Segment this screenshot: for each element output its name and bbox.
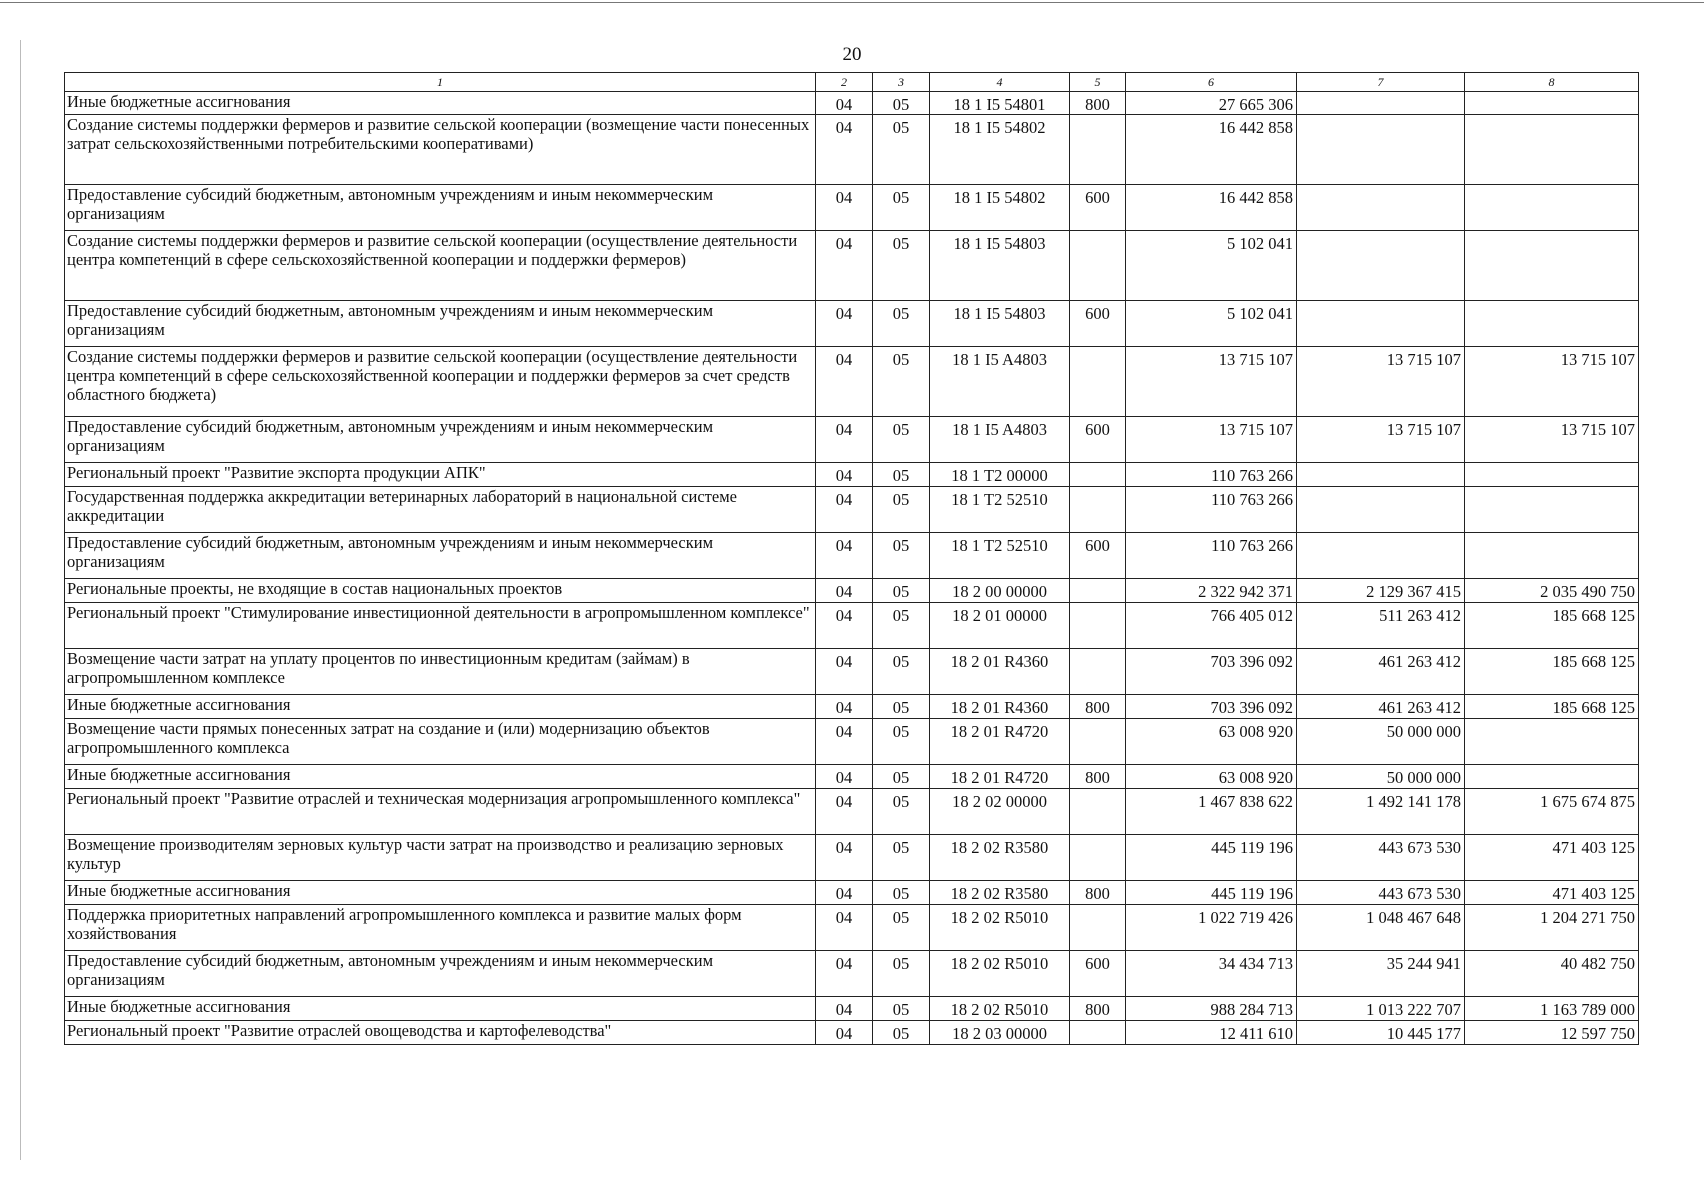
target-article-code: 18 2 02 R3580 <box>930 835 1070 881</box>
amount-col6: 5 102 041 <box>1126 231 1297 301</box>
subsection-code: 05 <box>873 533 930 579</box>
amount-col8 <box>1465 463 1639 487</box>
target-article-code: 18 1 I5 A4803 <box>930 417 1070 463</box>
amount-col7: 511 263 412 <box>1297 603 1465 649</box>
row-name: Создание системы поддержки фермеров и развитие сельской кооперации (возмещение части понесенных затрат сельскохозяйственными потребительскими кооперативами) <box>65 115 816 185</box>
target-article-code: 18 2 03 00000 <box>930 1021 1070 1045</box>
row-name: Предоставление субсидий бюджетным, автономным учреждениям и иным некоммерческим организациям <box>65 533 816 579</box>
row-name: Иные бюджетные ассигнования <box>65 997 816 1021</box>
row-name: Региональные проекты, не входящие в состав национальных проектов <box>65 579 816 603</box>
amount-col8 <box>1465 115 1639 185</box>
expense-type-code: 600 <box>1070 185 1126 231</box>
target-article-code: 18 2 01 R4720 <box>930 719 1070 765</box>
amount-col7 <box>1297 533 1465 579</box>
subsection-code: 05 <box>873 487 930 533</box>
subsection-code: 05 <box>873 789 930 835</box>
amount-col7 <box>1297 301 1465 347</box>
amount-col6: 445 119 196 <box>1126 881 1297 905</box>
table-row <box>65 1021 1639 1045</box>
amount-col7 <box>1297 92 1465 115</box>
row-name: Предоставление субсидий бюджетным, автономным учреждениям и иным некоммерческим организациям <box>65 185 816 231</box>
section-code: 04 <box>816 649 873 695</box>
column-number: 4 <box>930 73 1070 92</box>
expense-type-code <box>1070 579 1126 603</box>
subsection-code: 05 <box>873 603 930 649</box>
subsection-code: 05 <box>873 347 930 417</box>
target-article-code: 18 1 I5 54803 <box>930 231 1070 301</box>
target-article-code: 18 2 02 R5010 <box>930 951 1070 997</box>
subsection-code: 05 <box>873 997 930 1021</box>
expense-type-code <box>1070 905 1126 951</box>
amount-col7 <box>1297 487 1465 533</box>
amount-col6: 1 467 838 622 <box>1126 789 1297 835</box>
expense-type-code: 600 <box>1070 951 1126 997</box>
target-article-code: 18 2 00 00000 <box>930 579 1070 603</box>
amount-col6: 12 411 610 <box>1126 1021 1297 1045</box>
row-name: Создание системы поддержки фермеров и развитие сельской кооперации (осуществление деятельности центра компетенций в сфере сельскохозяйственной кооперации и поддержки фермеров) <box>65 231 816 301</box>
row-name: Иные бюджетные ассигнования <box>65 92 816 115</box>
amount-col7 <box>1297 185 1465 231</box>
table-row <box>65 881 1639 905</box>
table-row <box>65 905 1639 951</box>
target-article-code: 18 1 I5 A4803 <box>930 347 1070 417</box>
expense-type-code <box>1070 231 1126 301</box>
table-row <box>65 115 1639 185</box>
target-article-code: 18 2 02 R5010 <box>930 905 1070 951</box>
amount-col6: 110 763 266 <box>1126 533 1297 579</box>
amount-col6: 63 008 920 <box>1126 765 1297 789</box>
page-number: 20 <box>842 44 862 65</box>
row-name: Возмещение производителям зерновых культур части затрат на производство и реализацию зерновых культур <box>65 835 816 881</box>
amount-col8: 1 204 271 750 <box>1465 905 1639 951</box>
subsection-code: 05 <box>873 579 930 603</box>
table-row <box>65 765 1639 789</box>
section-code: 04 <box>816 579 873 603</box>
amount-col8: 471 403 125 <box>1465 881 1639 905</box>
subsection-code: 05 <box>873 463 930 487</box>
subsection-code: 05 <box>873 905 930 951</box>
expense-type-code <box>1070 603 1126 649</box>
expense-type-code <box>1070 835 1126 881</box>
row-name: Региональный проект "Развитие экспорта продукции АПК" <box>65 463 816 487</box>
column-number: 7 <box>1297 73 1465 92</box>
amount-col6: 703 396 092 <box>1126 649 1297 695</box>
expense-type-code: 800 <box>1070 765 1126 789</box>
row-name: Региональный проект "Развитие отраслей и техническая модернизация агропромышленного комплекса" <box>65 789 816 835</box>
amount-col8: 471 403 125 <box>1465 835 1639 881</box>
row-name: Создание системы поддержки фермеров и развитие сельской кооперации (осуществление деятельности центра компетенций в сфере сельскохозяйственной кооперации и поддержки фермеров за счет средств областного бюджета) <box>65 347 816 417</box>
section-code: 04 <box>816 881 873 905</box>
amount-col7 <box>1297 115 1465 185</box>
amount-col8 <box>1465 765 1639 789</box>
column-number-row <box>65 73 1639 92</box>
subsection-code: 05 <box>873 1021 930 1045</box>
amount-col7: 1 048 467 648 <box>1297 905 1465 951</box>
table-row <box>65 579 1639 603</box>
table-row <box>65 695 1639 719</box>
row-name: Предоставление субсидий бюджетным, автономным учреждениям и иным некоммерческим организациям <box>65 301 816 347</box>
amount-col7 <box>1297 463 1465 487</box>
subsection-code: 05 <box>873 695 930 719</box>
target-article-code: 18 1 T2 00000 <box>930 463 1070 487</box>
section-code: 04 <box>816 533 873 579</box>
table-row <box>65 185 1639 231</box>
amount-col7: 10 445 177 <box>1297 1021 1465 1045</box>
expense-type-code: 800 <box>1070 997 1126 1021</box>
amount-col6: 110 763 266 <box>1126 463 1297 487</box>
subsection-code: 05 <box>873 765 930 789</box>
amount-col8 <box>1465 185 1639 231</box>
table-row <box>65 789 1639 835</box>
target-article-code: 18 1 I5 54802 <box>930 185 1070 231</box>
amount-col7: 443 673 530 <box>1297 835 1465 881</box>
row-name: Возмещение части прямых понесенных затрат на создание и (или) модернизацию объектов агропромышленного комплекса <box>65 719 816 765</box>
expense-type-code <box>1070 487 1126 533</box>
table-row <box>65 719 1639 765</box>
expense-type-code <box>1070 789 1126 835</box>
subsection-code: 05 <box>873 951 930 997</box>
amount-col6: 5 102 041 <box>1126 301 1297 347</box>
table-row <box>65 487 1639 533</box>
amount-col8 <box>1465 487 1639 533</box>
amount-col6: 63 008 920 <box>1126 719 1297 765</box>
row-name: Возмещение части затрат на уплату процентов по инвестиционным кредитам (займам) в агропромышленном комплексе <box>65 649 816 695</box>
amount-col7: 443 673 530 <box>1297 881 1465 905</box>
section-code: 04 <box>816 951 873 997</box>
amount-col6: 1 022 719 426 <box>1126 905 1297 951</box>
table-row <box>65 603 1639 649</box>
subsection-code: 05 <box>873 115 930 185</box>
subsection-code: 05 <box>873 835 930 881</box>
target-article-code: 18 2 02 R3580 <box>930 881 1070 905</box>
top-edge-line <box>0 2 1704 3</box>
row-name: Государственная поддержка аккредитации ветеринарных лабораторий в национальной системе аккредитации <box>65 487 816 533</box>
section-code: 04 <box>816 463 873 487</box>
amount-col6: 2 322 942 371 <box>1126 579 1297 603</box>
column-number: 8 <box>1465 73 1639 92</box>
section-code: 04 <box>816 487 873 533</box>
subsection-code: 05 <box>873 92 930 115</box>
subsection-code: 05 <box>873 231 930 301</box>
section-code: 04 <box>816 115 873 185</box>
table-row <box>65 533 1639 579</box>
column-number: 1 <box>65 73 816 92</box>
table-row <box>65 231 1639 301</box>
subsection-code: 05 <box>873 881 930 905</box>
amount-col8: 1 675 674 875 <box>1465 789 1639 835</box>
expense-type-code <box>1070 463 1126 487</box>
section-code: 04 <box>816 185 873 231</box>
row-name: Предоставление субсидий бюджетным, автономным учреждениям и иным некоммерческим организациям <box>65 417 816 463</box>
expense-type-code <box>1070 649 1126 695</box>
amount-col7 <box>1297 231 1465 301</box>
amount-col6: 16 442 858 <box>1126 115 1297 185</box>
row-name: Региональный проект "Стимулирование инвестиционной деятельности в агропромышленном комплексе" <box>65 603 816 649</box>
table-row <box>65 417 1639 463</box>
expense-type-code: 600 <box>1070 301 1126 347</box>
amount-col7: 1 492 141 178 <box>1297 789 1465 835</box>
row-name: Иные бюджетные ассигнования <box>65 881 816 905</box>
target-article-code: 18 2 02 R5010 <box>930 997 1070 1021</box>
amount-col7: 461 263 412 <box>1297 695 1465 719</box>
amount-col6: 13 715 107 <box>1126 347 1297 417</box>
amount-col6: 27 665 306 <box>1126 92 1297 115</box>
expense-type-code <box>1070 115 1126 185</box>
column-number: 2 <box>816 73 873 92</box>
expense-type-code <box>1070 347 1126 417</box>
expense-type-code <box>1070 719 1126 765</box>
table-row <box>65 301 1639 347</box>
amount-col7: 1 013 222 707 <box>1297 997 1465 1021</box>
target-article-code: 18 1 T2 52510 <box>930 487 1070 533</box>
amount-col6: 110 763 266 <box>1126 487 1297 533</box>
table-row <box>65 92 1639 115</box>
target-article-code: 18 2 01 R4360 <box>930 649 1070 695</box>
budget-table <box>64 72 1639 1045</box>
section-code: 04 <box>816 789 873 835</box>
row-name: Поддержка приоритетных направлений агропромышленного комплекса и развитие малых форм хозяйствования <box>65 905 816 951</box>
target-article-code: 18 2 01 R4720 <box>930 765 1070 789</box>
amount-col6: 766 405 012 <box>1126 603 1297 649</box>
column-number: 5 <box>1070 73 1126 92</box>
amount-col8 <box>1465 719 1639 765</box>
row-name: Иные бюджетные ассигнования <box>65 765 816 789</box>
subsection-code: 05 <box>873 185 930 231</box>
column-number: 3 <box>873 73 930 92</box>
expense-type-code: 600 <box>1070 533 1126 579</box>
amount-col6: 703 396 092 <box>1126 695 1297 719</box>
section-code: 04 <box>816 1021 873 1045</box>
row-name: Иные бюджетные ассигнования <box>65 695 816 719</box>
subsection-code: 05 <box>873 719 930 765</box>
row-name: Региональный проект "Развитие отраслей овощеводства и картофелеводства" <box>65 1021 816 1045</box>
section-code: 04 <box>816 905 873 951</box>
amount-col7: 13 715 107 <box>1297 417 1465 463</box>
section-code: 04 <box>816 765 873 789</box>
section-code: 04 <box>816 231 873 301</box>
target-article-code: 18 1 I5 54803 <box>930 301 1070 347</box>
amount-col8 <box>1465 92 1639 115</box>
section-code: 04 <box>816 695 873 719</box>
target-article-code: 18 1 T2 52510 <box>930 533 1070 579</box>
table-row <box>65 463 1639 487</box>
subsection-code: 05 <box>873 301 930 347</box>
amount-col6: 16 442 858 <box>1126 185 1297 231</box>
amount-col6: 445 119 196 <box>1126 835 1297 881</box>
amount-col8 <box>1465 231 1639 301</box>
amount-col6: 13 715 107 <box>1126 417 1297 463</box>
table-row <box>65 347 1639 417</box>
section-code: 04 <box>816 417 873 463</box>
section-code: 04 <box>816 301 873 347</box>
target-article-code: 18 2 01 00000 <box>930 603 1070 649</box>
target-article-code: 18 1 I5 54801 <box>930 92 1070 115</box>
expense-type-code: 600 <box>1070 417 1126 463</box>
table-row <box>65 649 1639 695</box>
target-article-code: 18 1 I5 54802 <box>930 115 1070 185</box>
amount-col7: 2 129 367 415 <box>1297 579 1465 603</box>
expense-type-code: 800 <box>1070 92 1126 115</box>
amount-col7: 50 000 000 <box>1297 719 1465 765</box>
amount-col8 <box>1465 301 1639 347</box>
row-name: Предоставление субсидий бюджетным, автономным учреждениям и иным некоммерческим организациям <box>65 951 816 997</box>
column-number: 6 <box>1126 73 1297 92</box>
table-row <box>65 951 1639 997</box>
amount-col8: 185 668 125 <box>1465 695 1639 719</box>
expense-type-code: 800 <box>1070 881 1126 905</box>
expense-type-code <box>1070 1021 1126 1045</box>
amount-col8: 1 163 789 000 <box>1465 997 1639 1021</box>
table-row <box>65 835 1639 881</box>
table-row <box>65 997 1639 1021</box>
subsection-code: 05 <box>873 649 930 695</box>
section-code: 04 <box>816 719 873 765</box>
amount-col8 <box>1465 533 1639 579</box>
amount-col7: 461 263 412 <box>1297 649 1465 695</box>
amount-col6: 34 434 713 <box>1126 951 1297 997</box>
amount-col8: 13 715 107 <box>1465 347 1639 417</box>
section-code: 04 <box>816 92 873 115</box>
amount-col8: 40 482 750 <box>1465 951 1639 997</box>
amount-col7: 35 244 941 <box>1297 951 1465 997</box>
amount-col8: 2 035 490 750 <box>1465 579 1639 603</box>
left-edge-line <box>20 40 21 1160</box>
amount-col8: 185 668 125 <box>1465 649 1639 695</box>
target-article-code: 18 2 02 00000 <box>930 789 1070 835</box>
section-code: 04 <box>816 603 873 649</box>
section-code: 04 <box>816 997 873 1021</box>
subsection-code: 05 <box>873 417 930 463</box>
amount-col8: 185 668 125 <box>1465 603 1639 649</box>
target-article-code: 18 2 01 R4360 <box>930 695 1070 719</box>
amount-col7: 50 000 000 <box>1297 765 1465 789</box>
section-code: 04 <box>816 835 873 881</box>
section-code: 04 <box>816 347 873 417</box>
amount-col8: 12 597 750 <box>1465 1021 1639 1045</box>
amount-col7: 13 715 107 <box>1297 347 1465 417</box>
amount-col8: 13 715 107 <box>1465 417 1639 463</box>
expense-type-code: 800 <box>1070 695 1126 719</box>
amount-col6: 988 284 713 <box>1126 997 1297 1021</box>
